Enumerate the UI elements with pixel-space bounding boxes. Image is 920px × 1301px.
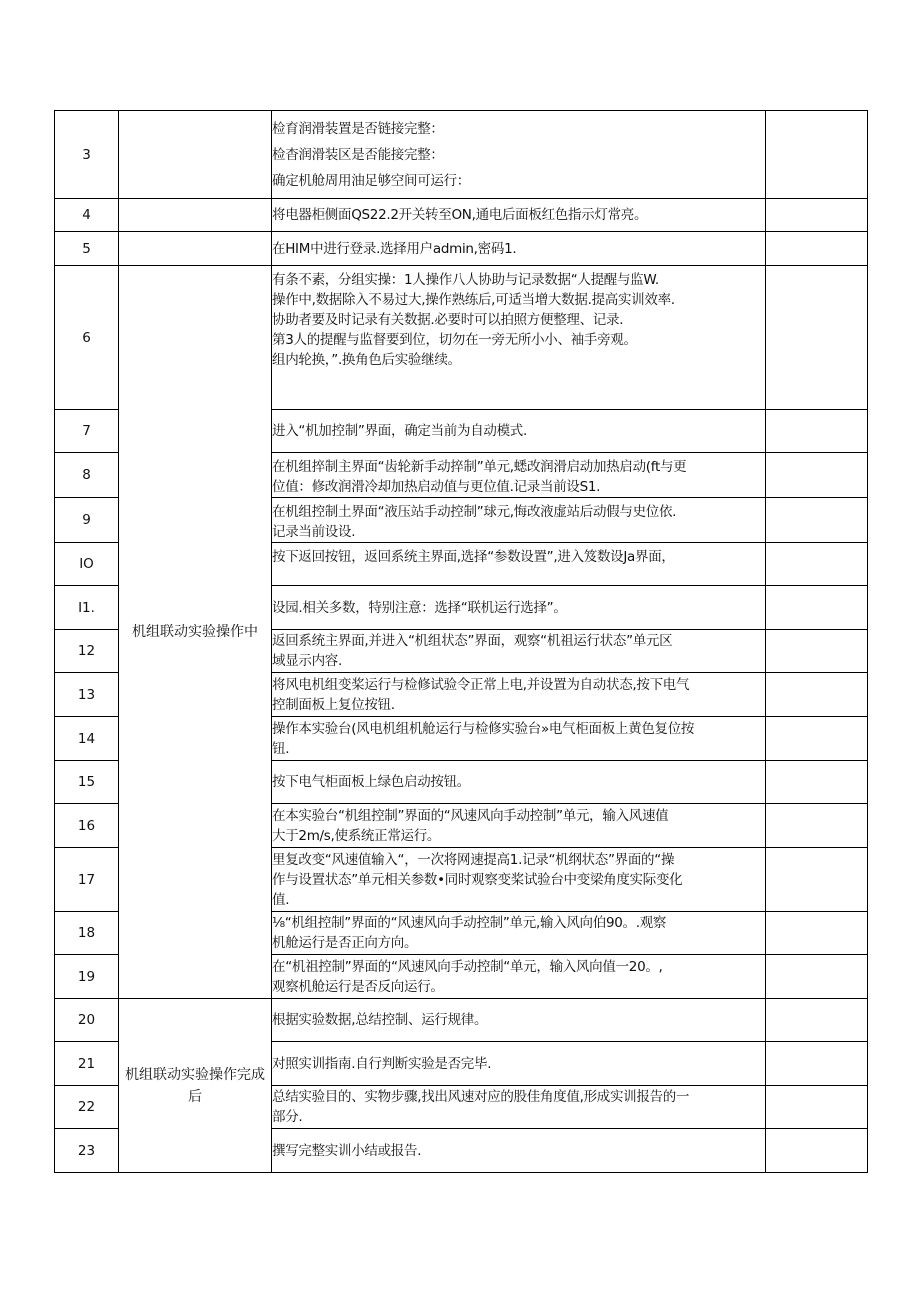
step-number: 15	[55, 761, 119, 804]
step-description	[272, 586, 766, 630]
check-cell	[766, 199, 868, 232]
check-cell	[766, 717, 868, 761]
check-cell	[766, 761, 868, 804]
step-text-line: 在“机祖控制”界面的“风速风向手动控制“单元，输入风向值一20。,	[272, 958, 663, 975]
step-description	[272, 1042, 766, 1086]
step-description	[272, 453, 766, 498]
step-text-line: 总结实验目的、实物步骤,找出风速对应的股佳角度值,形成实训报告的一	[272, 1089, 690, 1105]
step-text-line: 部分.	[272, 1109, 303, 1125]
step-description	[272, 266, 766, 410]
check-cell	[766, 630, 868, 673]
step-text-line: 组内轮换，”.换角色后实验继续。	[272, 352, 461, 368]
check-cell	[766, 498, 868, 543]
step-description	[272, 498, 766, 543]
check-cell	[766, 543, 868, 586]
phase-cell-empty	[119, 199, 272, 232]
table-row	[55, 199, 868, 232]
step-text-line: 协助者要及时记录有关数据.必要时可以拍照方便整理、记录.	[272, 312, 624, 328]
check-cell	[766, 232, 868, 266]
step-number: 8	[55, 453, 119, 498]
step-number: 18	[55, 912, 119, 955]
step-text-line: 在本实验台“机组控制”界面的“风速风向手动控制”单元，输入风速值	[272, 807, 669, 824]
step-description	[272, 630, 766, 673]
step-description	[272, 410, 766, 453]
check-cell	[766, 1129, 868, 1173]
step-text-line: 返回系统主界面,并进入“机组状态”界面，观察“机祖运行状态”单元区	[272, 633, 673, 649]
table-row	[55, 266, 868, 410]
check-cell	[766, 586, 868, 630]
step-number: 9	[55, 498, 119, 543]
step-number: 3	[55, 111, 119, 199]
step-text-line: 将风电机组变桨运行与检修试验令正常上电,并设置为自动状态,按下电气	[272, 676, 690, 693]
check-cell	[766, 955, 868, 999]
step-description	[272, 1129, 766, 1173]
step-text-line: 控制面板上复位按钮.	[272, 696, 395, 713]
step-number: I1.	[55, 586, 119, 630]
step-text-line: 操作中,数据除入不易过大,操作熟练后,可适当增大数据.提高实训效率.	[272, 292, 675, 308]
step-text-line: 在HIM中进行登录.选择用户admin,密码1.	[272, 240, 517, 257]
step-number: 13	[55, 673, 119, 717]
step-number: 12	[55, 630, 119, 673]
step-description	[272, 761, 766, 804]
step-description	[272, 999, 766, 1042]
step-text-line: 钮.	[272, 740, 290, 757]
step-number: IO	[55, 543, 119, 586]
step-text-line: 设园.相关多数，特别注意：选择“联机运行选择”。	[272, 599, 567, 616]
step-description	[272, 673, 766, 717]
step-text-line: 观察机舱运行是否反向运行。	[272, 978, 444, 995]
step-number: 7	[55, 410, 119, 453]
step-text-line: 位值：修改润滑冷却加热启动值与更位值.记录当前设S1.	[272, 479, 601, 495]
step-text-line: 根据实验数据,总结控制、运行规律。	[272, 1012, 488, 1028]
step-text-line: 按下返回按钮，返回系统主界面,选择“参数设置”,进入笈数设Ja界面，	[272, 549, 675, 565]
step-text-line: 第3人的提醒与监督要到位，切勿在一旁无所小小、袖手旁观。	[272, 332, 637, 348]
step-text-line: 操作本实验台(风电机组机舱运行与检修实验台»电气柜面板上黄色复位按	[272, 720, 695, 737]
step-text-line: 确定机舱周用油足够空间可运行：	[272, 172, 470, 189]
step-text-line: 按下电气柜面板上绿色启动按钮。	[272, 774, 470, 790]
phase-cell-empty	[119, 232, 272, 266]
table-row	[55, 999, 868, 1042]
step-text-line: 检杳润滑装区是否能接完整：	[272, 146, 444, 163]
step-description	[272, 543, 766, 586]
check-cell	[766, 266, 868, 410]
step-text-line: 大于2m∕s,使系统正常运行。	[272, 827, 441, 844]
step-number: 6	[55, 266, 119, 410]
step-description	[272, 1086, 766, 1129]
check-cell	[766, 848, 868, 912]
step-text-line: 记录当前设设.	[272, 524, 356, 540]
procedure-table	[54, 110, 868, 1173]
check-cell	[766, 1086, 868, 1129]
step-description	[272, 848, 766, 912]
check-cell	[766, 804, 868, 848]
step-number: 20	[55, 999, 119, 1042]
step-text-line: 作与设置状态”单元相关参数•同时观察变桨试验台中变梁角度实际变化	[272, 871, 683, 888]
step-text-line: 机舱运行是否正向方向。	[272, 935, 418, 951]
step-description	[272, 232, 766, 266]
step-number: 23	[55, 1129, 119, 1173]
check-cell	[766, 453, 868, 498]
step-number: 14	[55, 717, 119, 761]
step-number: 21	[55, 1042, 119, 1086]
step-number: 16	[55, 804, 119, 848]
table-row	[55, 111, 868, 199]
step-text-line: 在机组捽制主界面“齿轮新手动捽制”单元,蟋改润滑启动加热启动(ft与更	[272, 459, 687, 475]
step-description	[272, 912, 766, 955]
step-text-line: 域显示内容.	[272, 653, 342, 669]
step-description	[272, 199, 766, 232]
step-text-line: 值.	[272, 891, 290, 908]
step-text-line: ⅛“机组控制”界面的“风速风向手动控制”单元,输入风向伯90。.观察	[272, 915, 667, 931]
step-text-line: 对照实训指南.自行判断实验是否完毕.	[272, 1055, 492, 1072]
step-description	[272, 717, 766, 761]
step-text-line: 在机组控制土界面“液压站手动控制”球元,悔改液虚站后动假与史位依.	[272, 504, 677, 520]
phase-cell-empty	[119, 111, 272, 199]
check-cell	[766, 912, 868, 955]
check-cell	[766, 410, 868, 453]
step-number: 4	[55, 199, 119, 232]
step-description	[272, 955, 766, 999]
table-row	[55, 232, 868, 266]
step-number: 5	[55, 232, 119, 266]
check-cell	[766, 111, 868, 199]
step-text-line: 里复改变“风速值输入“，一次将网速提高1.记录“机纲状态”界面的“操	[272, 851, 675, 868]
check-cell	[766, 1042, 868, 1086]
check-cell	[766, 673, 868, 717]
phase-label-during: 机组联动实验操作中	[119, 266, 272, 999]
step-text-line: 检育润滑装置是否链接完整：	[272, 120, 444, 137]
step-number: 22	[55, 1086, 119, 1129]
step-text-line: 有条不素，分组实操：1人操作八人协助与记录数据“人提醒与监W.	[272, 272, 659, 288]
step-text-line: 撰写完整实训小结或报告.	[272, 1142, 422, 1159]
step-description	[272, 111, 766, 199]
step-description	[272, 804, 766, 848]
step-number: 19	[55, 955, 119, 999]
step-text-line: 将电器柜侧面QS22.2开关转至ON,通电后面板红色指示灯常亮。	[272, 207, 648, 223]
step-text-line: 进入“机加控制”界面，确定当前为自动模式.	[272, 423, 527, 439]
check-cell	[766, 999, 868, 1042]
phase-label-after: 机组联动实验操作完成后	[119, 999, 272, 1173]
step-number: 17	[55, 848, 119, 912]
